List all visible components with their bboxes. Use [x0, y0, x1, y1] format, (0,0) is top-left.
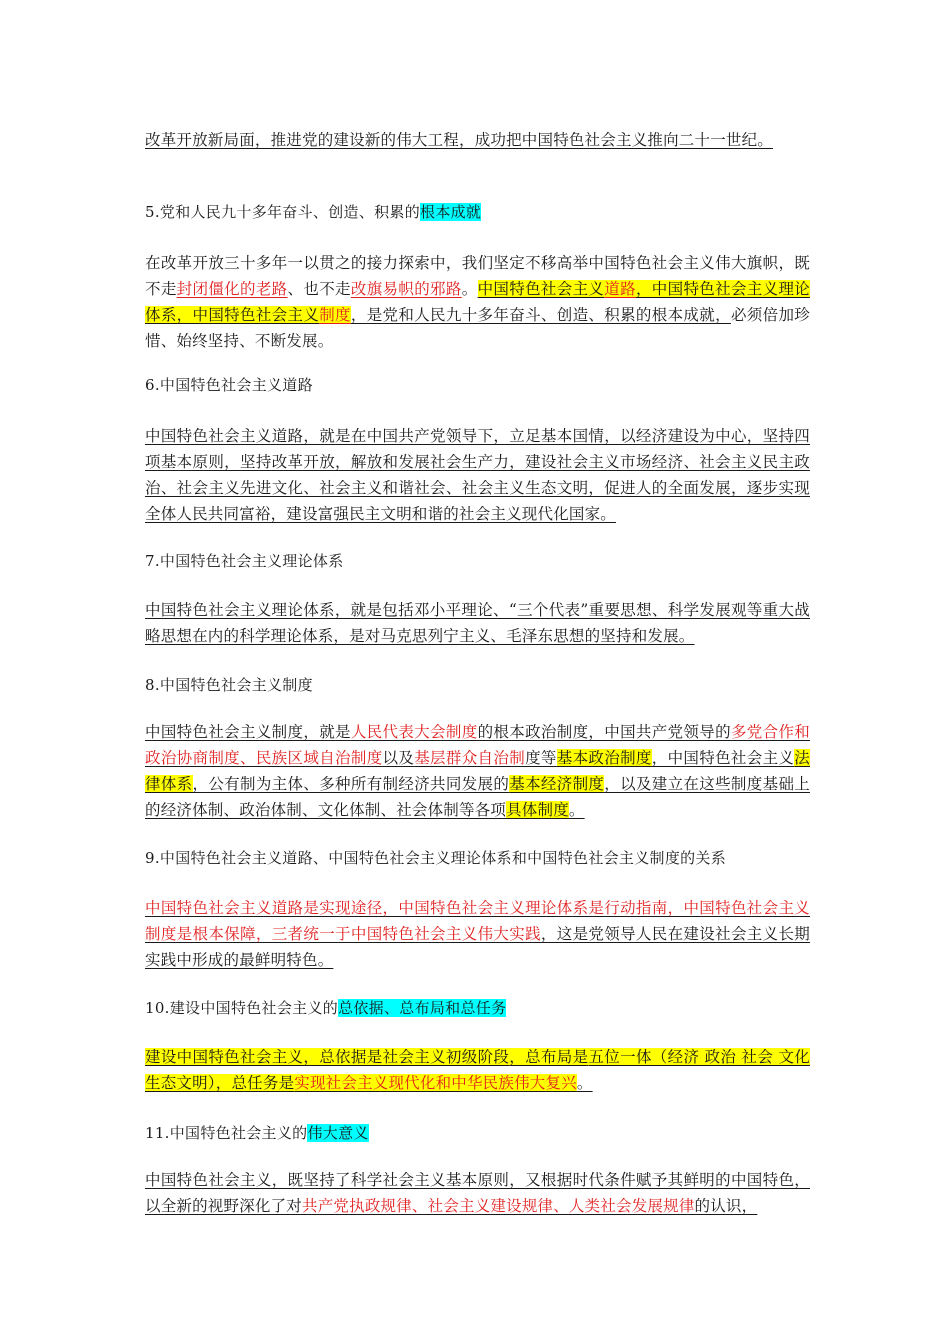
heading-11-keyword: 伟大意义 — [307, 1124, 369, 1142]
paragraph-4-tail — [145, 127, 810, 153]
p8-grassroots: 基层群众自治制 — [414, 749, 526, 767]
p5-wrong-path: 改旗易帜的邪路 — [350, 280, 462, 298]
p5-segment: 。 — [461, 280, 478, 298]
p8-segment: 的根本政治制度，中国共产党领导的 — [477, 723, 731, 741]
heading-9-text: 9.中国特色社会主义道路、中国特色社会主义理论体系和中国特色社会主义制度的关系 — [145, 849, 727, 867]
heading-8-text: 8.中国特色社会主义制度 — [145, 676, 313, 694]
p8-segment: 以及 — [382, 749, 415, 767]
p5-highlight-system-word: 制度 — [319, 306, 351, 324]
heading-11-text: 11.中国特色社会主义的 — [145, 1124, 308, 1142]
heading-10 — [145, 996, 810, 1020]
p10-five-in-one: 五位一体（经济 政治 社会 文化 生态文明） — [145, 1048, 810, 1092]
paragraph-6 — [145, 423, 810, 527]
p8-segment: ，中国特色社会主义 — [651, 749, 795, 767]
p10-segment: 。 — [576, 1074, 593, 1092]
heading-5-text: 5.党和人民九十多年奋斗、创造、积累的 — [145, 203, 421, 221]
heading-6 — [145, 373, 810, 397]
p8-basic-political: 基本政治制度 — [556, 749, 652, 767]
p8-segment: 度等 — [525, 749, 557, 767]
p11-segment: 中国特色社会主义，既坚持了科学社会主义基本原则，又根据时代条件赋予其鲜明的中国特色，以全新的视野深化了对 — [145, 1171, 810, 1215]
paragraph-11 — [145, 1167, 810, 1219]
paragraph-7 — [145, 597, 810, 649]
p5-segment: 、也不走 — [287, 280, 351, 298]
p9-relationship: 中国特色社会主义道路是实现途径，中国特色社会主义理论体系是行动指南，中国特色社会主义制度是根本保障，三者统一于中国特色社会主义伟大实践 — [145, 899, 810, 943]
p5-closed-rigid-path: 封闭僵化的老路 — [176, 280, 288, 298]
p5-segment: 必须倍加珍惜、始终坚持、不断发展。 — [145, 306, 810, 350]
p10-segment: 建设中国特色社会主义，总依据是 — [145, 1048, 383, 1066]
paragraph-4-text: 改革开放新局面，推进党的建设新的伟大工程，成功把中国特色社会主义推向二十一世纪。 — [145, 131, 774, 149]
p8-multiparty-regional: 多党合作和政治协商制度、民族区域自治制度 — [145, 723, 810, 767]
heading-6-text: 6.中国特色社会主义道路 — [145, 376, 313, 394]
p5-highlight-road-word: 道路 — [604, 280, 636, 298]
paragraph-9 — [145, 895, 810, 973]
p8-people-congress: 人民代表大会制度 — [350, 723, 478, 741]
p10-segment: ，总任务是 — [215, 1074, 295, 1092]
heading-7 — [145, 549, 810, 573]
p10-segment: ，总布局是 — [509, 1048, 589, 1066]
heading-10-text: 10.建设中国特色社会主义的 — [145, 999, 339, 1017]
heading-7-text: 7.中国特色社会主义理论体系 — [145, 552, 344, 570]
p8-segment: ，公有制为主体、多种所有制经济共同发展的 — [192, 775, 510, 793]
p5-segment: ，是党和人民九十多年奋斗、创造、积累的根本成就， — [350, 306, 731, 324]
heading-5 — [145, 200, 810, 224]
p11-three-laws: 共产党执政规律、社会主义建设规律、人类社会发展规律 — [302, 1197, 695, 1215]
p8-legal-system: 法律体系 — [145, 749, 810, 793]
heading-10-keyword: 总依据、总布局和总任务 — [338, 999, 507, 1017]
p9-segment: ，这是党领导人民在建设社会主义长期实践中形成的最鲜明特色。 — [145, 925, 810, 969]
p8-segment: 中国特色社会主义制度，就是 — [145, 723, 351, 741]
p5-highlight-theory: ，中国特色社会主义理论体系，中国特色社会主义 — [145, 280, 810, 324]
p5-highlight-road: 中国特色社会主义 — [477, 280, 605, 298]
heading-11 — [145, 1121, 810, 1145]
p10-primary-stage: 社会主义初级阶段 — [382, 1048, 510, 1066]
heading-5-keyword: 根本成就 — [420, 203, 482, 221]
p10-rejuvenation: 实现社会主义现代化和中华民族伟大复兴 — [294, 1074, 577, 1092]
paragraph-5 — [145, 250, 810, 354]
p8-segment: 。 — [568, 801, 585, 819]
p8-specific-systems: 具体制度 — [506, 801, 569, 819]
paragraph-6-text: 中国特色社会主义道路，就是在中国共产党领导下，立足基本国情，以经济建设为中心，坚持四项基本原则，坚持改革开放，解放和发展社会生产力，建设社会主义市场经济、社会主义民主政治、社会主义先进文化、社会主义和谐社会、社会主义生态文明，促进人的全面发展，逐步实现全体人民共同富裕，建设富强民主文明和谐的社会主义现代化国家。 — [145, 427, 810, 523]
p5-segment: 在改革开放三十多年一以贯之的接力探索中，我们坚定不移高举中国特色社会主义伟大旗帜，既不走 — [145, 254, 810, 298]
paragraph-7-text: 中国特色社会主义理论体系，就是包括邓小平理论、“三个代表”重要思想、科学发展观等重大战略思想在内的科学理论体系，是对马克思列宁主义、毛泽东思想的坚持和发展。 — [145, 601, 810, 645]
paragraph-10 — [145, 1044, 810, 1096]
heading-8 — [145, 673, 810, 697]
p8-basic-economic: 基本经济制度 — [509, 775, 605, 793]
paragraph-8 — [145, 719, 810, 823]
p11-segment: 的认识， — [694, 1197, 758, 1215]
heading-9 — [145, 846, 810, 870]
p8-segment: ，以及建立在这些制度基础上的经济体制、政治体制、文化体制、社会体制等各项 — [145, 775, 810, 819]
